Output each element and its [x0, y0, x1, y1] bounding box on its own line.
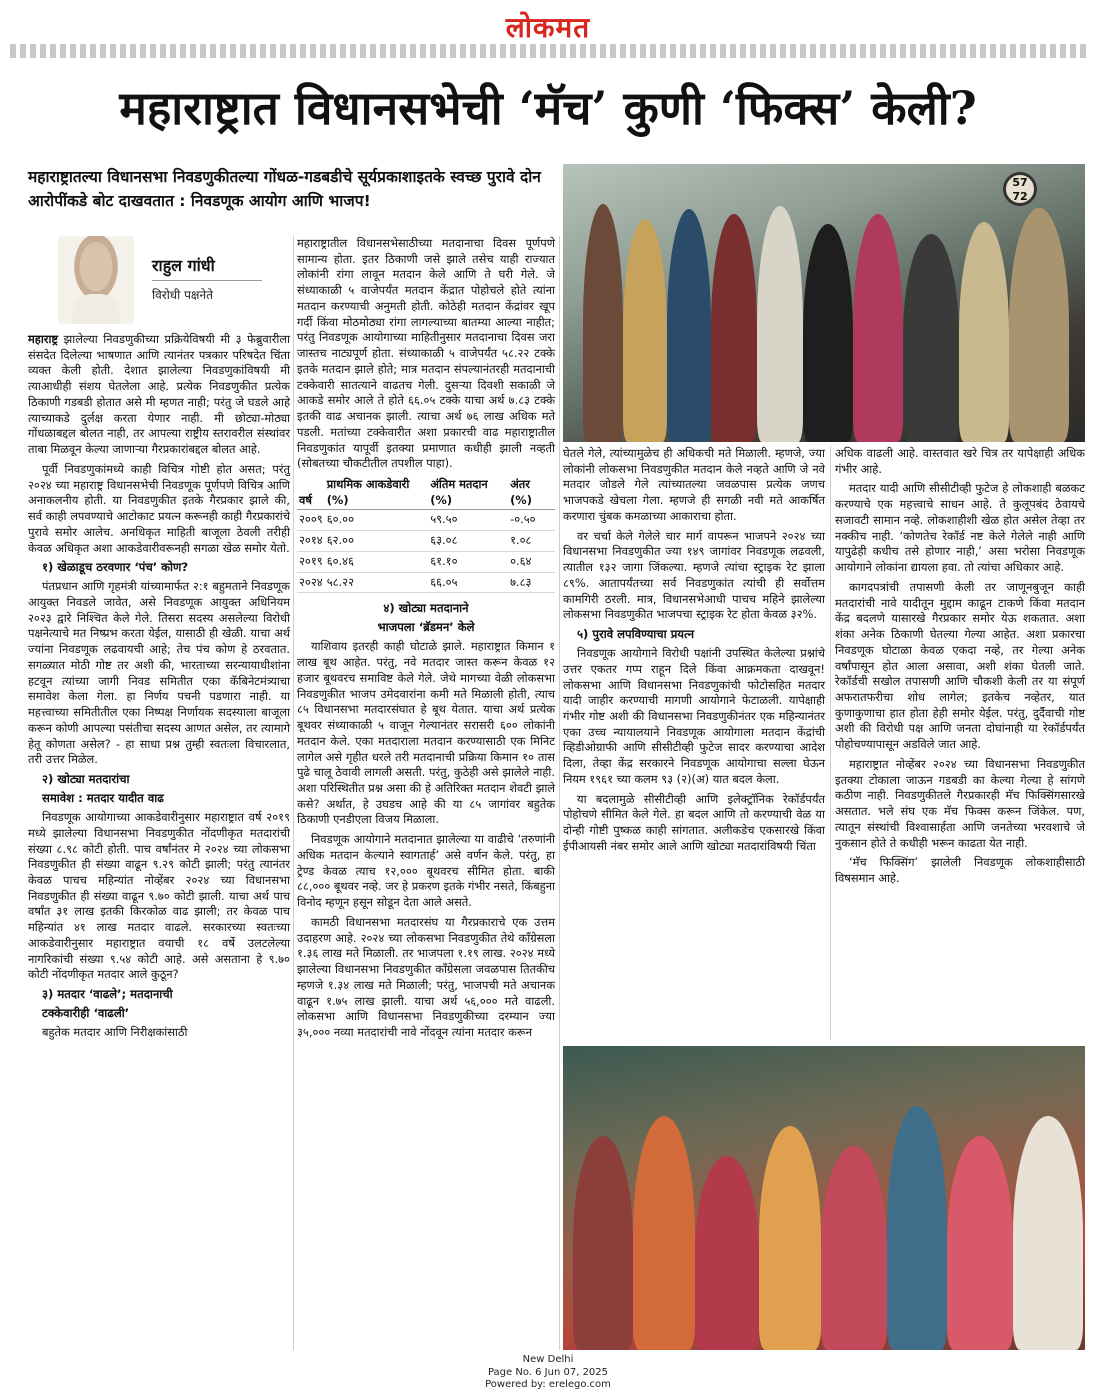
paragraph: अधिक वाढली आहे. वास्तवात खरे चित्र तर यापेक्षाही अधिक गंभीर आहे.	[835, 446, 1085, 476]
paragraph: मतदार यादी आणि सीसीटीव्ही फुटेज हे लोकशाही बळकट करण्याचे एक महत्त्वाचे साधन आहे. ते कुलूपबंद ठेवायचे सजावटी सामान नव्हे. लोकशाहीशी खेळ होत असेल तेव्हा तर नक्कीच नाही. ‘कोणतेच रेकॉर्ड नष्ट केले गेलेले नाही आणि यापुढेही कधीच तसे होणार नाही,’ असा भरोसा निवडणूक आयोगाने लोकांना द्यायला हवा. तो त्यांचा अधिकार आहे.	[835, 481, 1085, 575]
paragraph	[28, 332, 290, 458]
table-cell: ६०.४६	[325, 551, 429, 572]
table-row	[297, 551, 555, 572]
table-cell: ६२.००	[325, 531, 429, 552]
table-header: वर्ष	[297, 476, 325, 510]
section-heading-2: २) खोट्या मतदारांचा	[42, 772, 130, 787]
byline-divider	[152, 280, 262, 281]
byline	[28, 236, 290, 326]
masthead-rule	[10, 44, 1086, 58]
paragraph: घेतले गेले, त्यांच्यामुळेच ही अधिकची मते मिळाली. म्हणजे, ज्या लोकांनी लोकसभा निवडणुकीत मतदान केले नव्हते आणि जे नवे मतदार जोडले गेले त्यांच्यातल्या जवळपास प्रत्येक जणच भाजपकडे खेचला गेला. म्हणजे ही सगळी नवी मते आकर्षित करणारा चुंबक कमळाच्या आकाराचा होता.	[563, 446, 825, 523]
column-divider	[559, 236, 560, 1350]
masthead	[0, 8, 1096, 42]
paragraph-text: झालेल्या निवडणुकीच्या प्रक्रियेविषयी मी ३ फेब्रुवारीला संसदेत दिलेल्या भाषणात आणि त्यानंतर पत्रकार परिषदेत चिंता व्यक्त केली होती. देशात झालेल्या निवडणुकांविषयी मी त्याआधीही संशय घेतलेला आहे. प्रत्येक निवडणुकीत प्रत्येक ठिकाणी गडबडी होतात असे मी म्हणत नाही; परंतु जे घडले आहे त्याच्याकडे दुर्लक्ष करता येणार नाही. मी छोट्या-मोठ्या गोंधळाबद्दल बोलत नाही, तर आपल्या राष्ट्रीय स्तरावरील संस्थांवर ताबा मिळवून केल्या जाणाऱ्या गैरप्रकारांबद्दल बोलत आहे.	[28, 332, 290, 457]
table-cell: ७.८३	[508, 572, 555, 593]
edition-label: New Delhi	[522, 1354, 574, 1365]
table-header: अंतर (%)	[508, 476, 555, 510]
section-heading-3-cont: टक्केवारीही ‘वाढली’	[42, 1006, 130, 1021]
paragraph: कागदपत्रांची तपासणी केली तर जाणूनबुजून काही मतदारांची नावे यादीतून मुद्दाम काढून टाकणे किंवा मतदान केंद्र बदलणे यासारखे गैरप्रकार समोर येऊ शकतात. अशा शंका अनेक ठिकाणी घेतल्या गेल्या आहेत. अशा प्रकारचा निवडणूक घोटाळा केवळ एकदा नव्हे, तर गेल्या अनेक वर्षांपासून होत आला असावा, अशी शंका घेतली जाते. रेकॉर्डची सखोल तपासणी आणि चौकशी केली तर या संपूर्ण अफरातफरीचा शोध लागेल; इतकेच नव्हेतर, यात कुणाकुणाचा हात होता हेही समोर येईल. परंतु, दुर्दैवाची गोष्ट अशी की विरोधी पक्ष आणि जनता दोघांनाही या रेकॉर्डपर्यंत पोहोचण्यापासून अडविले जात आहे.	[835, 579, 1085, 752]
lead-word: महाराष्ट्र	[28, 332, 59, 346]
table-row	[297, 531, 555, 552]
section-heading-4-cont: भाजपला ‘ब्रॅडमन’ केले	[377, 620, 475, 635]
table-cell: २०१४	[297, 531, 325, 552]
table-cell: -०.५०	[508, 510, 555, 531]
paragraph: कामठी विधानसभा मतदारसंघ या गैरप्रकाराचे एक उत्तम उदाहरण आहे. २०२४ च्या लोकसभा निवडणुकीत तेथे काँग्रेसला १.३६ लाख मते मिळाली. तर भाजपला १.१९ लाख. २०२४ मध्ये झालेल्या विधानसभा निवडणुकीत काँग्रेसला जवळपास तितकीच म्हणजे १.३४ लाख मते मिळाली; परंतु, भाजपची मते अचानक वाढून १.७५ लाख झाली. याचा अर्थ ५६,००० मते वाढली. लोकसभा आणि विधानसभा निवडणुकीच्या दरम्यान ज्या ३५,००० नव्या मतदारांची नावे नोंदवून त्यांना मतदार करून	[297, 914, 555, 1040]
table-cell: २०२४	[297, 572, 325, 593]
article-column-4	[835, 446, 1085, 891]
powered-by-label: Powered by: erelego.com	[485, 1379, 611, 1390]
paragraph: महाराष्ट्रातील विधानसभेसाठीच्या मतदानाचा दिवस पूर्णपणे सामान्य होता. इतर ठिकाणी जसे झाले तसेच याही राज्यात लोकांनी रांगा लावून मतदान केले आणि ते घरी गेले. जे संध्याकाळी ५ वाजेपर्यंत मतदान केंद्रात पोहोचले होते त्यांना मतदान करण्याची अनुमती होती. कोठेही मतदान केंद्रांवर खूप गर्दी किंवा मोठमोठ्या रांगा लागल्याच्या बातम्या आल्या नाहीत; परंतु निवडणूक आयोगाच्या माहितीनुसार मतदानाचा दिवस जरा जास्तच नाट्यपूर्ण होता. संध्याकाळी ५ वाजेपर्यंत ५८.२२ टक्के इतके मतदान झाले होते; मात्र मतदान संपल्यानंतरही मतदानाची टक्केवारी सातत्याने वाढतच गेली. दुसऱ्या दिवशी सकाळी जे आकडे समोर आले ते होते ६६.०५ टक्के याचा अर्थ ७.८३ टक्के इतकी वाढ अचानक झाली. त्याचा अर्थ ७६ लाख अधिक मते पडली. मतांच्या टक्केवारीत अशा प्रकारची वाढ महाराष्ट्रातील निवडणुकांत यापूर्वी इतक्या प्रमाणात कधीही झाली नव्हती (सोबतच्या चौकटीतील तपशील पाहा).	[297, 236, 555, 471]
paragraph: पूर्वी निवडणुकांमध्ये काही विचित्र गोष्टी होत असत; परंतु २०२४ च्या महाराष्ट्र विधानसभेची निवडणूक पूर्णपणे विचित्र आणि अनाकलनीय होती. या निवडणुकीत इतके गैरप्रकार झाले की, सर्व काही लपवण्याचे आटोकाट प्रयत्न करूनही काही गैरप्रकारांचे पुरावे समोर आलेच. अनधिकृत माहिती बाजूला ठेवली तरीही केवळ अधिकृत अशा आकडेवारीवरूनही सगळा खेळ समोर येतो.	[28, 461, 290, 555]
table-cell: १.०८	[508, 531, 555, 552]
voters-queue-photo	[563, 164, 1085, 442]
paragraph: पंतप्रधान आणि गृहमंत्री यांच्यामार्फत २:१ बहुमताने निवडणूक आयुक्त निवडले जावेत, असे निवडणूक आयुक्त अधिनियम २०२३ द्वारे निश्चित केले गेले. तिसरा सदस्य असलेल्या विरोधी पक्षनेत्याचे मत निष्प्रभ करता येईल, यासाठी ही खेळी. याचा अर्थ ज्यांना निवडणूक लढवायची आहे; तेच पंच कोण हे ठरवतात. सगळ्यात मोठी गोष्ट तर अशी की, भारताच्या सरन्यायाधीशांना हटवून त्यांच्या जागी निवड समितीत एका कॅबिनेटमंत्र्याचा समावेश केला गेला. हा निर्णय पचनी पडणारा नाही. या महत्त्वाच्या समितीतील एका निष्पक्ष निर्णायक सदस्याला बाजूला करून कोणी आपल्या पसंतीचा सदस्य आणत असेल, तर त्यामागे हेतू कोणता असेल? - हा साधा प्रश्न तुम्ही स्वतःला विचारलात, तरी उत्तर मिळेल.	[28, 579, 290, 767]
page-footer	[0, 1354, 1096, 1392]
table-cell: ६३.०८	[428, 531, 508, 552]
turnout-table	[297, 476, 555, 593]
page-date-label: Page No. 6 Jun 07, 2025	[487, 1366, 609, 1378]
paragraph: वर चर्चा केले गेलेले चार मार्ग वापरून भाजपने २०२४ च्या विधानसभा निवडणुकीत ज्या १४९ जागांवर निवडणूक लढवली, त्यातील १३२ जागा जिंकल्या. म्हणजे त्यांचा स्ट्राइक रेट झाला ८९%. आतापर्यंतच्या सर्व निवडणुकांत त्यांची ही सर्वोत्तम कामगिरी ठरली. मात्र, विधानसभेआधी पाचच महिने झालेल्या लोकसभा निवडणुकीत भाजपचा स्ट्राइक रेट होता केवळ ३२%.	[563, 528, 825, 622]
section-heading-4: ४) खोट्या मतदानाने	[383, 601, 469, 616]
booth-number-sign	[1003, 172, 1037, 206]
table-cell: ५८.२२	[325, 572, 429, 593]
table-cell: ५९.५०	[428, 510, 508, 531]
paragraph: ‘मॅच फिक्सिंग’ झालेली निवडणूक लोकशाहीसाठी विषसमान आहे.	[835, 855, 1085, 886]
table-cell: २००९	[297, 510, 325, 531]
deck-subheading: महाराष्ट्रातल्या विधानसभा निवडणुकीतल्या गोंधळ-गडबडीचे सूर्यप्रकाशाइतके स्वच्छ पुरावे दोन आरोपींकडे बोट दाखवतात : निवडणूक आयोग आणि भाजप!	[28, 168, 541, 211]
table-cell: २०१९	[297, 551, 325, 572]
table-row	[297, 572, 555, 593]
newspaper-logo: लोकमत	[505, 11, 591, 44]
table-header: अंतिम मतदान (%)	[428, 476, 508, 510]
section-heading-5: ५) पुरावे लपविण्याचा प्रयत्न	[577, 627, 695, 642]
booth-number-bottom: 72	[1012, 190, 1028, 203]
article-column-3	[563, 446, 825, 859]
section-heading-3: ३) मतदार ‘वाढले’; मतदानाची	[42, 987, 173, 1002]
section-heading-1: १) खेळाडूच ठरवणार ‘पंच’ कोण?	[42, 560, 189, 575]
column-divider	[293, 236, 294, 1350]
booth-number-top: 57	[1012, 176, 1028, 189]
table-cell: ६६.०५	[428, 572, 508, 593]
headline: महाराष्ट्रात विधानसभेची ‘मॅच’ कुणी ‘फिक्स’ केली?	[119, 81, 977, 135]
crowd-voter-id-photo	[563, 1046, 1085, 1350]
paragraph: निवडणूक आयोगाने विरोधी पक्षांनी उपस्थित केलेल्या प्रश्नांचे उत्तर एकतर गप्प राहून दिले किंवा आक्रमकता दाखवून! लोकसभा आणि विधानसभा निवडणुकांची फोटोसहित मतदार यादी जाहीर करण्याची मागणी आयोगाने फेटाळली. यापेक्षाही गंभीर गोष्ट अशी की विधानसभा निवडणुकीनंतर एक महिन्यानंतर एका उच्च न्यायालयाने निवडणूक आयोगाला मतदान केंद्रांची व्हिडीओग्राफी आणि सीसीटीव्ही फुटेज सादर करण्याचा आदेश दिला, तेव्हा केंद्र सरकारने निवडणूक आयोगाचा सल्ला घेऊन नियम १९६१ च्या कलम ९३ (२)(अ) यात बदल केला.	[563, 646, 825, 786]
table-row	[297, 510, 555, 531]
table-header: प्राथमिक आकडेवारी (%)	[325, 476, 429, 510]
paragraph: या बदलामुळे सीसीटीव्ही आणि इलेक्ट्रॉनिक रेकॉर्डपर्यंत पोहोचणे सीमित केले गेले. हा बदल आणि तो करण्याची वेळ या दोन्ही गोष्टी पुष्कळ काही सांगतात. अलीकडेच एकसारखे किंवा ईपीआयसी नंबर समोर आले आणि खोट्या मतदारांविषयी चिंता	[563, 791, 825, 853]
paragraph: बहुतेक मतदार आणि निरीक्षकांसाठी	[42, 1025, 188, 1040]
article-column-2	[297, 236, 555, 1045]
column-divider	[830, 446, 831, 1040]
section-heading-2-cont: समावेश : मतदार यादीत वाढ	[42, 791, 164, 806]
table-cell: ०.६४	[508, 551, 555, 572]
author-name: राहुल गांधी	[152, 256, 215, 275]
table-header-row	[297, 476, 555, 510]
author-portrait	[58, 236, 134, 324]
table-cell: ६१.१०	[428, 551, 508, 572]
paragraph: याशिवाय इतरही काही घोटाळे झाले. महाराष्ट्रात किमान १ लाख बूथ आहेत. परंतु, नवे मतदार जास्त करून केवळ १२ हजार बूथवरच समाविष्ट केले गेले. जेथे मागच्या वेळी लोकसभा निवडणुकीत भाजप उमेदवारांना कमी मते मिळाली होती, त्याच ८५ विधानसभा मतदारसंघात हे बूथ येतात. याचा अर्थ प्रत्येक बूथवर संध्याकाळी ५ वाजून गेल्यानंतर सरासरी ६०० लोकांनी मतदान केले. एका मतदाराला मतदान करण्यासाठी एक मिनिट लागेल असे गृहीत धरले तरी मतदानाची प्रक्रिया किमान १० तास पुढे चालू ठेवावी लागली असती. परंतु, कुठेही असे झालेले नाही. अशा परिस्थितीत प्रश्न असा की हे अतिरिक्त मतदान शेवटी झाले कसे? अर्थात, हे उघडच आहे की या ८५ जागांवर बहुतेक ठिकाणी एनडीएला विजय मिळाला.	[297, 639, 555, 827]
paragraph: निवडणूक आयोगाने मतदानात झालेल्या या वाढीचे ‘तरुणांनी अधिक मतदान केल्याने स्वागतार्ह’ असे वर्णन केले. परंतु, हा ट्रेण्ड केवळ त्याच १२,००० बूथवरच सीमित होता. बाकी ८८,००० बूथवर नव्हे. जर हे प्रकरण इतके गंभीर नसते, किंबहुना विनोद म्हणून हसून सोडून देता आले असते.	[297, 832, 555, 910]
paragraph: निवडणूक आयोगाच्या आकडेवारीनुसार महाराष्ट्रात वर्ष २०१९ मध्ये झालेल्या विधानसभा निवडणुकीत नोंदणीकृत मतदारांची संख्या ८.९८ कोटी होती. पाच वर्षांनंतर मे २०२४ च्या लोकसभा निवडणुकीत ही संख्या वाढून ९.२९ कोटी झाली; परंतु त्यानंतर केवळ पाचच महिन्यांत नोव्हेंबर २०२४ च्या विधानसभा निवडणुकीत ही संख्या वाढून ९.७० कोटी झाली. याचा अर्थ पाच वर्षांत ३१ लाख इतकी किरकोळ वाढ झाली; तर केवळ पाच महिन्यांत ४१ लाख मतदार वाढले. सरकारच्या स्वतःच्या आकडेवारीनुसार महाराष्ट्रात वयाची १८ वर्षे उलटलेल्या नागरिकांची संख्या ९.५४ कोटी आहे. असे असताना हे ९.७० कोटी नोंदणीकृत मतदार आले कुठून?	[28, 810, 290, 982]
article-column-1	[28, 332, 290, 1045]
table-cell: ६०.००	[325, 510, 429, 531]
author-title: विरोधी पक्षनेते	[152, 288, 214, 302]
paragraph: महाराष्ट्रात नोव्हेंबर २०२४ च्या विधानसभा निवडणुकीत इतक्या टोकाला जाऊन गडबडी का केल्या गेल्या हे सांगणे कठीण नाही. निवडणुकीतले गैरप्रकारही मॅच फिक्सिंगसारखे असतात. भले संघ एक मॅच फिक्स करून जिंकेल. पण, त्यातून संस्थांची विश्वासार्हता आणि जनतेच्या भरवशाचे जे नुकसान होते ते कधीही भरून काढता येत नाही.	[835, 756, 1085, 850]
